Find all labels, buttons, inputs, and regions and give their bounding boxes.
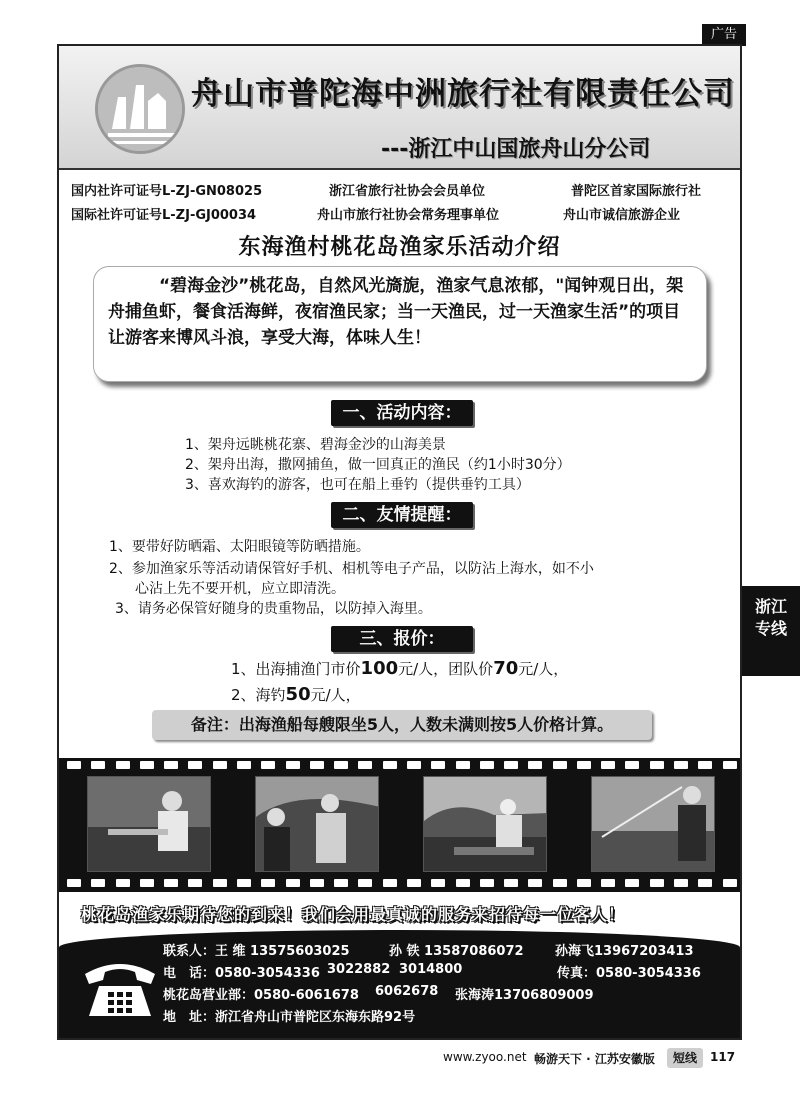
- photo-filmstrip: [59, 758, 740, 892]
- ad-tag: 广告: [702, 24, 746, 46]
- reminder-item: 心沾上先不要开机，应立即清洗。: [135, 581, 345, 597]
- intro-box: [93, 266, 707, 382]
- photo-fisherman-3: [423, 776, 547, 872]
- fishing-price: 50: [285, 684, 311, 705]
- film-holes-bottom: [67, 879, 737, 889]
- photo-fisherman-4: [591, 776, 715, 872]
- integrity-enterprise: 舟山市诚信旅游企业: [563, 208, 681, 223]
- page-number: 117: [710, 1050, 736, 1064]
- film-holes-top: [67, 761, 737, 771]
- contact-zhang-haitao: 张海涛13706809009: [455, 988, 594, 1003]
- footer-publication: 畅游天下 · 江苏安徽版: [534, 1052, 655, 1066]
- phone-3: 3014800: [399, 962, 463, 977]
- footer-section-tag: 短线: [667, 1048, 703, 1068]
- contact-sun-tie: 孙 铁 13587086072: [389, 944, 524, 959]
- telephone-icon: [81, 956, 159, 1020]
- sub-company-name: ---浙江中山国旅舟山分公司: [381, 137, 651, 162]
- price-unit: 元/人，: [310, 686, 361, 704]
- reminder-item: 3、请务必保管好随身的贵重物品，以防掉入海里。: [115, 601, 432, 617]
- market-price: 100: [360, 658, 399, 679]
- section-price-title: 三、报价：: [331, 626, 473, 652]
- header: [59, 46, 740, 170]
- section-activities-title: 一、活动内容：: [331, 400, 473, 426]
- phone-2: 3022882: [327, 962, 391, 977]
- activity-item: 3、喜欢海钓的游客，也可在船上垂钓（提供垂钓工具）: [185, 477, 530, 493]
- price-unit: 元/人，: [518, 660, 569, 678]
- note-banner: 备注：出海渔船每艘限坐5人，人数未满则按5人价格计算。: [152, 710, 652, 740]
- reminder-item: 1、要带好防晒霜、太阳眼镜等防晒措施。: [109, 539, 370, 555]
- slogan-bar: [59, 894, 740, 930]
- footer-url[interactable]: www.zyoo.net: [443, 1050, 527, 1064]
- group-price: 70: [493, 658, 519, 679]
- domestic-license: 国内社许可证号L-ZJ-GN08025: [71, 184, 263, 199]
- slogan-text: 桃花岛渔家乐期待您的到来！我们会用最真诚的服务来招待每一位客人！: [81, 905, 626, 924]
- first-international-agency: 普陀区首家国际旅行社: [571, 184, 702, 199]
- activity-item: 1、架舟远眺桃花寨、碧海金沙的山海美景: [185, 437, 446, 453]
- price-line-2: [231, 684, 361, 705]
- activity-item: 2、架舟出海，撒网捕鱼，做一回真正的渔民（约1小时30分）: [185, 457, 571, 473]
- phone-main: 电 话：0580-3054336: [163, 966, 320, 981]
- side-tab-zhejiang: [742, 586, 800, 676]
- photo-fisherman-2: [255, 776, 379, 872]
- company-logo: [95, 64, 185, 154]
- contact-sun-haifei: 孙海飞13967203413: [555, 944, 694, 959]
- intro-text: “碧海金沙”桃花岛，自然风光旖旎，渔家气息浓郁，"闻钟观日出，架舟捕鱼虾，餐食活海鲜，夜宿渔民家；当一天渔民，过一天渔家生活”的项目让游客来博风斗浪，享受大海，体味人生！: [108, 276, 684, 348]
- price-label: 1、出海捕渔门市价: [231, 660, 361, 678]
- side-tab-label: 浙江专线: [754, 597, 787, 638]
- international-license: 国际社许可证号L-ZJ-GJ00034: [71, 208, 257, 223]
- reminder-item: 2、参加渔家乐等活动请保管好手机、相机等电子产品，以防沾上海水，如不小: [109, 561, 594, 577]
- price-mid: 元/人，团队价: [398, 660, 494, 678]
- photo-fisherman-1: [87, 776, 211, 872]
- fax-number: 传真：0580-3054336: [557, 966, 701, 981]
- branch-phone-2: 6062678: [375, 984, 439, 999]
- main-title: 东海渔村桃花岛渔家乐活动介绍: [238, 235, 561, 260]
- association-director: 舟山市旅行社协会常务理事单位: [317, 208, 500, 223]
- address: 地 址：浙江省舟山市普陀区东海东路92号: [163, 1010, 416, 1025]
- advertisement-frame: [57, 44, 742, 1040]
- section-reminder-title: 二、友情提醒：: [331, 502, 473, 528]
- price-label: 2、海钓: [231, 686, 286, 704]
- branch-phone: 桃花岛营业部：0580-6061678: [163, 988, 359, 1003]
- price-line-1: [231, 658, 568, 679]
- company-name: 舟山市普陀海中洲旅行社有限责任公司: [191, 76, 735, 112]
- contact-panel: [59, 930, 740, 1038]
- contact-wang-wei: 联系人：王 维 13575603025: [163, 944, 350, 959]
- association-member: 浙江省旅行社协会会员单位: [329, 184, 486, 199]
